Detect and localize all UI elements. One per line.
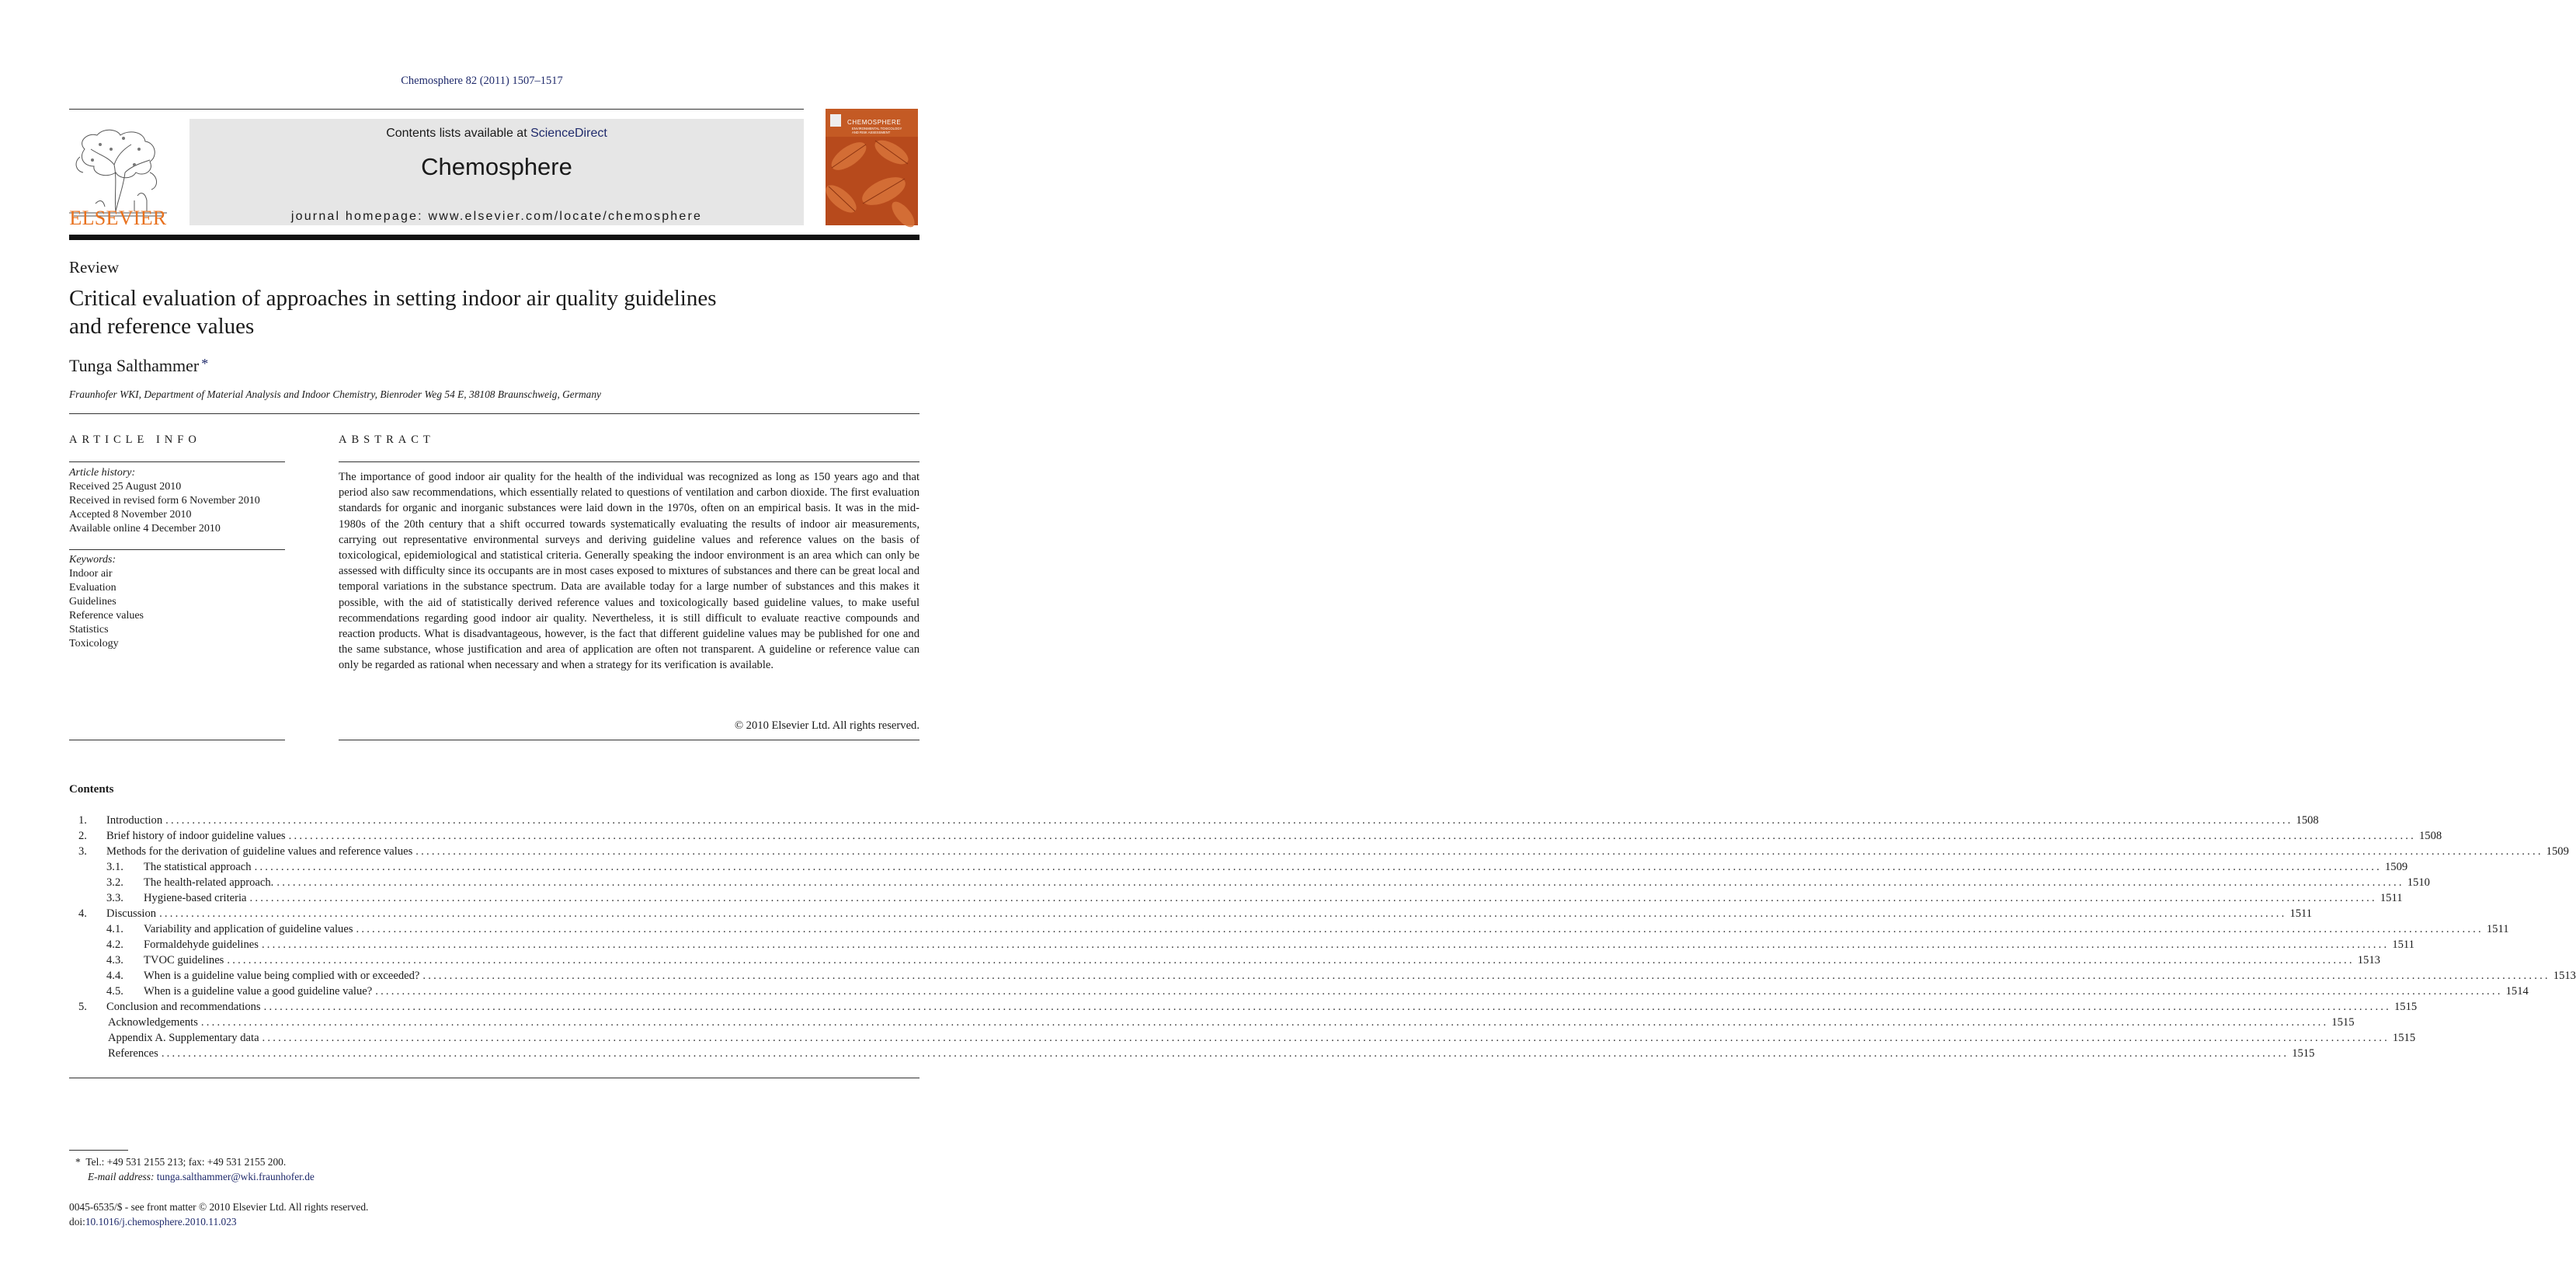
elsevier-wordmark: ELSEVIER <box>69 207 167 229</box>
toc-entry-number: 3.2. <box>106 876 123 889</box>
contents-available-line <box>189 127 804 141</box>
doi-line <box>69 1214 368 1229</box>
toc-dot-leader: ................................................................................................................................................................................................................................................................................................................................................................................................................ <box>422 970 2550 982</box>
toc-entry-number: 2. <box>78 830 87 842</box>
toc-entry[interactable] <box>69 1032 2416 1047</box>
toc-entry-number: 4. <box>78 907 87 920</box>
toc-entry-page: 1515 <box>2292 1047 2315 1060</box>
toc-dot-leader: ................................................................................................................................................................................................................................................................................................................................................................................................................ <box>249 892 2377 904</box>
toc-entry-title[interactable]: The statistical approach <box>144 861 252 873</box>
author-footnote-mark[interactable]: * <box>201 356 209 371</box>
toc-entry[interactable] <box>69 970 2576 985</box>
article-history-label: Article history: <box>69 467 136 479</box>
publication-info <box>69 1200 368 1229</box>
toc-entry[interactable] <box>69 830 2442 845</box>
article-info-rule-mid <box>69 549 285 550</box>
toc-entry-number: 4.2. <box>106 939 123 951</box>
toc-entry-title[interactable]: Appendix A. Supplementary data <box>108 1032 259 1044</box>
toc-entry-page: 1511 <box>2380 892 2403 904</box>
keyword-item: Toxicology <box>69 638 119 649</box>
keywords-label: Keywords: <box>69 554 116 566</box>
keywords <box>69 553 144 651</box>
toc-dot-leader: ................................................................................................................................................................................................................................................................................................................................................................................................................ <box>276 876 2404 889</box>
article-history <box>69 466 260 536</box>
history-revised: Received in revised form 6 November 2010 <box>69 495 260 507</box>
toc-dot-leader: ................................................................................................................................................................................................................................................................................................................................................................................................................ <box>227 954 2355 966</box>
journal-homepage-link[interactable]: journal homepage: www.elsevier.com/locate/chemosphere <box>290 210 703 223</box>
keyword-item: Indoor air <box>69 568 113 580</box>
journal-banner <box>189 119 804 225</box>
toc-entry[interactable] <box>69 985 2529 1001</box>
abstract-copyright: © 2010 Elsevier Ltd. All rights reserved. <box>734 719 920 732</box>
keyword-item: Statistics <box>69 624 109 636</box>
toc-entry[interactable] <box>69 892 2403 907</box>
header-top-rule <box>69 109 804 110</box>
contents-heading: Contents <box>69 783 114 796</box>
toc-entry-title[interactable]: References <box>108 1047 158 1060</box>
article-type: Review <box>69 258 120 277</box>
keyword-item: Guidelines <box>69 596 116 608</box>
cover-subtitle-line-2: AND RISK ASSESSMENT <box>852 131 891 134</box>
toc-entry-number: 3.1. <box>106 861 123 873</box>
cover-subtitle-line-1: ENVIRONMENTAL TOXICOLOGY <box>852 127 902 131</box>
sciencedirect-link[interactable]: ScienceDirect <box>530 127 607 140</box>
toc-dot-leader: ................................................................................................................................................................................................................................................................................................................................................................................................................ <box>356 923 2484 935</box>
author-affiliation: Fraunhofer WKI, Department of Material Analysis and Indoor Chemistry, Bienroder Weg 54 E, 38108 Braunschweig, Germany <box>69 388 601 400</box>
toc-dot-leader: ................................................................................................................................................................................................................................................................................................................................................................................................................ <box>161 1047 2289 1060</box>
article-info-heading: ARTICLE INFO <box>69 434 201 446</box>
toc-entry-number: 3. <box>78 845 87 858</box>
cover-publisher-badge <box>830 114 841 127</box>
author-name-text: Tunga Salthammer <box>69 356 200 375</box>
toc-entry[interactable] <box>69 1016 2355 1032</box>
footnote <box>69 1154 315 1184</box>
history-online: Available online 4 December 2010 <box>69 523 221 535</box>
toc-entry[interactable] <box>69 1047 2315 1063</box>
toc-entry-title[interactable]: Variability and application of guideline values <box>144 923 353 935</box>
footnote-rule <box>69 1150 128 1151</box>
toc-dot-leader: ................................................................................................................................................................................................................................................................................................................................................................................................................ <box>159 907 2287 920</box>
toc-dot-leader: ................................................................................................................................................................................................................................................................................................................................................................................................................ <box>288 830 2416 842</box>
footnote-contact: Tel.: +49 531 2155 213; fax: +49 531 2155 200. <box>85 1156 287 1168</box>
toc-entry-number: 1. <box>78 814 87 827</box>
toc-entry-title[interactable]: Hygiene-based criteria <box>144 892 247 904</box>
article-title-line-1: Critical evaluation of approaches in setting indoor air quality guidelines <box>69 286 717 311</box>
abstract-heading: ABSTRACT <box>339 434 435 446</box>
toc-entry-title[interactable]: Discussion <box>106 907 157 920</box>
toc-entry-page: 1514 <box>2505 985 2529 998</box>
toc-entry-page: 1515 <box>2393 1001 2418 1013</box>
cover-subtitle <box>852 127 902 134</box>
toc-entry-page: 1509 <box>2546 845 2569 858</box>
toc-dot-leader: ................................................................................................................................................................................................................................................................................................................................................................................................................ <box>262 1032 2390 1044</box>
article-title <box>69 284 846 340</box>
keyword-item: Evaluation <box>69 582 116 594</box>
email-label: E-mail address: <box>88 1171 155 1182</box>
toc-entry[interactable] <box>69 845 2569 861</box>
toc-entry-page: 1509 <box>2384 861 2408 873</box>
author-email-link[interactable]: tunga.salthammer@wki.fraunhofer.de <box>156 1171 315 1182</box>
toc-entry-title[interactable]: Brief history of indoor guideline values <box>106 830 286 842</box>
doi-label: doi: <box>69 1216 85 1228</box>
toc-entry-page: 1513 <box>2553 970 2576 982</box>
toc-dot-leader: ................................................................................................................................................................................................................................................................................................................................................................................................................ <box>254 861 2382 873</box>
toc-dot-leader: ................................................................................................................................................................................................................................................................................................................................................................................................................ <box>200 1016 2329 1029</box>
toc-entry-title[interactable]: Conclusion and recommendations <box>106 1001 261 1013</box>
toc-entry-page: 1515 <box>2331 1016 2355 1029</box>
toc-entry-page: 1515 <box>2392 1032 2416 1044</box>
toc-entry-title[interactable]: Methods for the derivation of guideline values and reference values <box>106 845 413 858</box>
toc-entry-page: 1511 <box>2289 907 2313 920</box>
footnote-contact-line <box>69 1154 315 1169</box>
toc-entry[interactable] <box>69 923 2509 939</box>
toc-entry-title[interactable]: When is a guideline value being complied with or exceeded? <box>144 970 420 982</box>
toc-dot-leader: ................................................................................................................................................................................................................................................................................................................................................................................................................ <box>165 814 2293 827</box>
article-info-rule-top <box>69 461 285 462</box>
toc-entry-number: 5. <box>78 1001 87 1013</box>
toc-entry-number: 4.3. <box>106 954 123 966</box>
history-received: Received 25 August 2010 <box>69 481 182 493</box>
toc-entry-page: 1513 <box>2357 954 2380 966</box>
toc-entry-number: 3.3. <box>106 892 123 904</box>
article-title-line-2: and reference values <box>69 314 255 339</box>
header-bottom-rule <box>69 235 920 240</box>
toc-entry-title[interactable]: When is a guideline value a good guideline value? <box>144 985 373 998</box>
journal-cover-image <box>826 109 918 225</box>
footnote-mark: * <box>75 1156 81 1168</box>
toc-dot-leader: ................................................................................................................................................................................................................................................................................................................................................................................................................ <box>261 939 2390 951</box>
toc-entry-title[interactable]: TVOC guidelines <box>144 954 224 966</box>
affiliation-rule <box>69 413 920 414</box>
toc-entry-title[interactable]: Introduction <box>106 814 163 827</box>
contents-prefix: Contents lists available at <box>386 127 531 140</box>
toc-entry[interactable] <box>69 1001 2418 1016</box>
toc-entry-title[interactable]: Formaldehyde guidelines <box>144 939 259 951</box>
toc-entry-page: 1510 <box>2407 876 2430 889</box>
toc-dot-leader: ................................................................................................................................................................................................................................................................................................................................................................................................................ <box>415 845 2543 858</box>
abstract-rule-top <box>339 461 920 462</box>
keyword-item: Reference values <box>69 610 144 622</box>
toc-entry-number: 4.5. <box>106 985 123 998</box>
toc-entry[interactable] <box>69 861 2408 876</box>
history-accepted: Accepted 8 November 2010 <box>69 509 192 521</box>
toc-entry[interactable] <box>69 814 2319 830</box>
journal-name: Chemosphere <box>421 153 572 180</box>
toc-entry-number: 4.1. <box>106 923 123 935</box>
toc-entry-page: 1511 <box>2392 939 2414 951</box>
toc-entry-page: 1508 <box>2419 830 2442 842</box>
leaf-pattern-icon <box>826 137 918 225</box>
cover-title: CHEMOSPHERE <box>847 119 902 126</box>
toc-entry-page: 1508 <box>2296 814 2319 827</box>
toc-dot-leader: ................................................................................................................................................................................................................................................................................................................................................................................................................ <box>263 1001 2391 1013</box>
toc-entry[interactable] <box>69 954 2380 970</box>
issn-line: 0045-6535/$ - see front matter © 2010 Elsevier Ltd. All rights reserved. <box>69 1201 369 1213</box>
toc-dot-leader: ................................................................................................................................................................................................................................................................................................................................................................................................................ <box>375 985 2503 998</box>
doi-link[interactable]: 10.1016/j.chemosphere.2010.11.023 <box>85 1216 237 1228</box>
journal-citation[interactable]: Chemosphere 82 (2011) 1507–1517 <box>401 75 563 87</box>
toc-entry-title[interactable]: Acknowledgements <box>108 1016 198 1029</box>
toc-entry[interactable] <box>69 876 2430 892</box>
abstract-text: The importance of good indoor air quality for the health of the individual was recognized as long as 150 years ago and that period also saw recommendations, which essentially related to questions of ventilation and carbon dioxide. The first evaluation standards for organic and inorganic substances were laid down in the 1970s, often on an empirical basis. It was in the mid-1980s of the 20th century that a shift occurred towards systematically evaluating the results of indoor air measurements, carrying out representative environmental surveys and deriving guideline values and reference values on the basis of toxicological, epidemiological and statistical criteria. Generally speaking the indoor environment is an area which can only be assessed with difficulty since its occupants are in most cases exposed to mixtures of substances and there can be great local and temporal variations in the substance spectrum. Data are available today for a large number of substances and this makes it possible, with the aid of statistically derived reference values and toxicologically based guideline values, to make useful recommendations regarding good indoor air quality. Nevertheless, it is still difficult to evaluate reactive compounds and reaction products. What is disadvantageous, however, is the fact that different guideline values may be published for one and the same substance, whose justification and area of application are often not transparent. A guideline or reference value can only be regarded as rational when necessary and when a strategy for its verification is available. <box>339 471 920 672</box>
toc-entry[interactable] <box>69 907 2313 923</box>
toc-entry-number: 4.4. <box>106 970 123 982</box>
toc-entry-title[interactable]: The health-related approach. <box>144 876 274 889</box>
toc-entry-page: 1511 <box>2486 923 2509 935</box>
author-name <box>69 356 208 376</box>
footnote-email-line <box>69 1169 315 1184</box>
toc-entry[interactable] <box>69 939 2414 954</box>
